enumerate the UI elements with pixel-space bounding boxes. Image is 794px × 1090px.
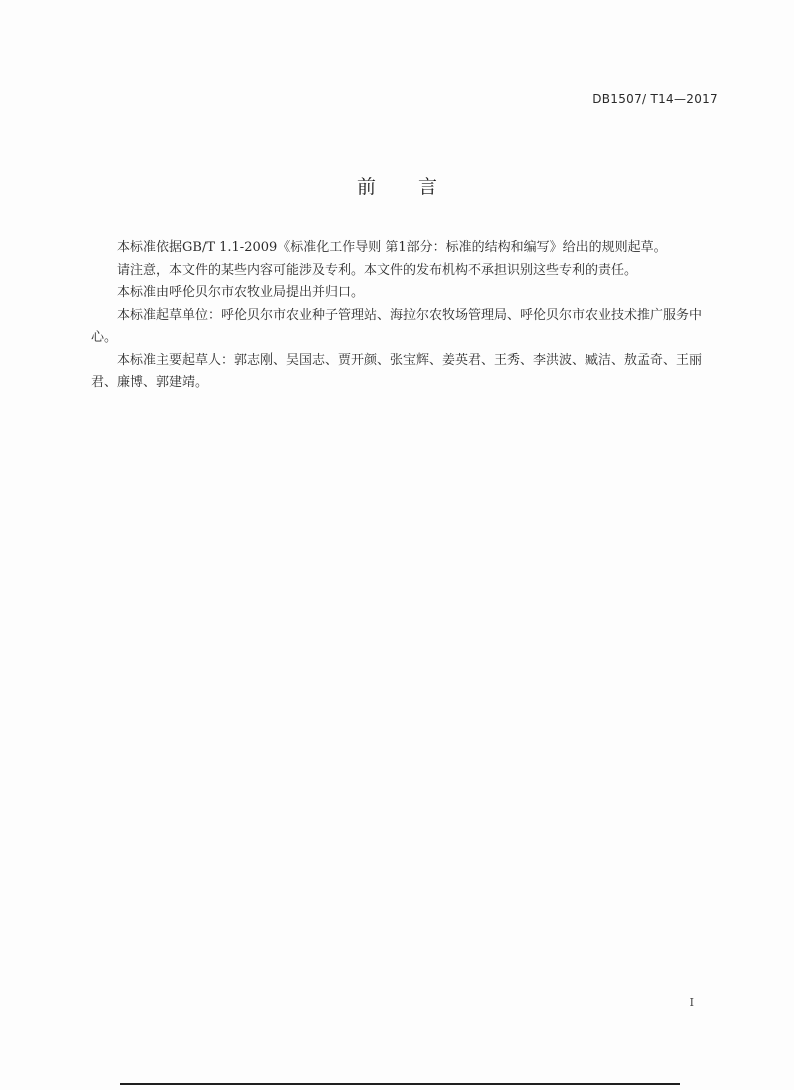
paragraph-patent-notice: 请注意，本文件的某些内容可能涉及专利。本文件的发布机构不承担识别这些专利的责任。 bbox=[117, 262, 638, 278]
paragraph-proposer: 本标准由呼伦贝尔市农牧业局提出并归口。 bbox=[117, 285, 365, 300]
paragraph-drafting-basis: 本标准依据GB/T 1.1-2009《标准化工作导则 第1部分：标准的结构和编写》给出的规则起草。 bbox=[117, 240, 667, 255]
page-number: I bbox=[689, 996, 694, 1009]
paragraph-drafting-units: 本标准起草单位：呼伦贝尔市农业种子管理站、海拉尔农牧场管理局、呼伦贝尔市农业技术推广服务中心。 bbox=[91, 307, 703, 345]
scan-edge-line bbox=[120, 1083, 680, 1085]
paragraph-drafters: 本标准主要起草人：郭志刚、吴国志、贾开颜、张宝辉、姜英君、王秀、李洪波、臧洁、敖孟奇、王丽君、廉博、郭建靖。 bbox=[91, 352, 703, 390]
page-title: 前 言 bbox=[356, 176, 456, 198]
standard-code: DB1507/ T14—2017 bbox=[592, 92, 718, 106]
foreword-body bbox=[91, 237, 707, 395]
